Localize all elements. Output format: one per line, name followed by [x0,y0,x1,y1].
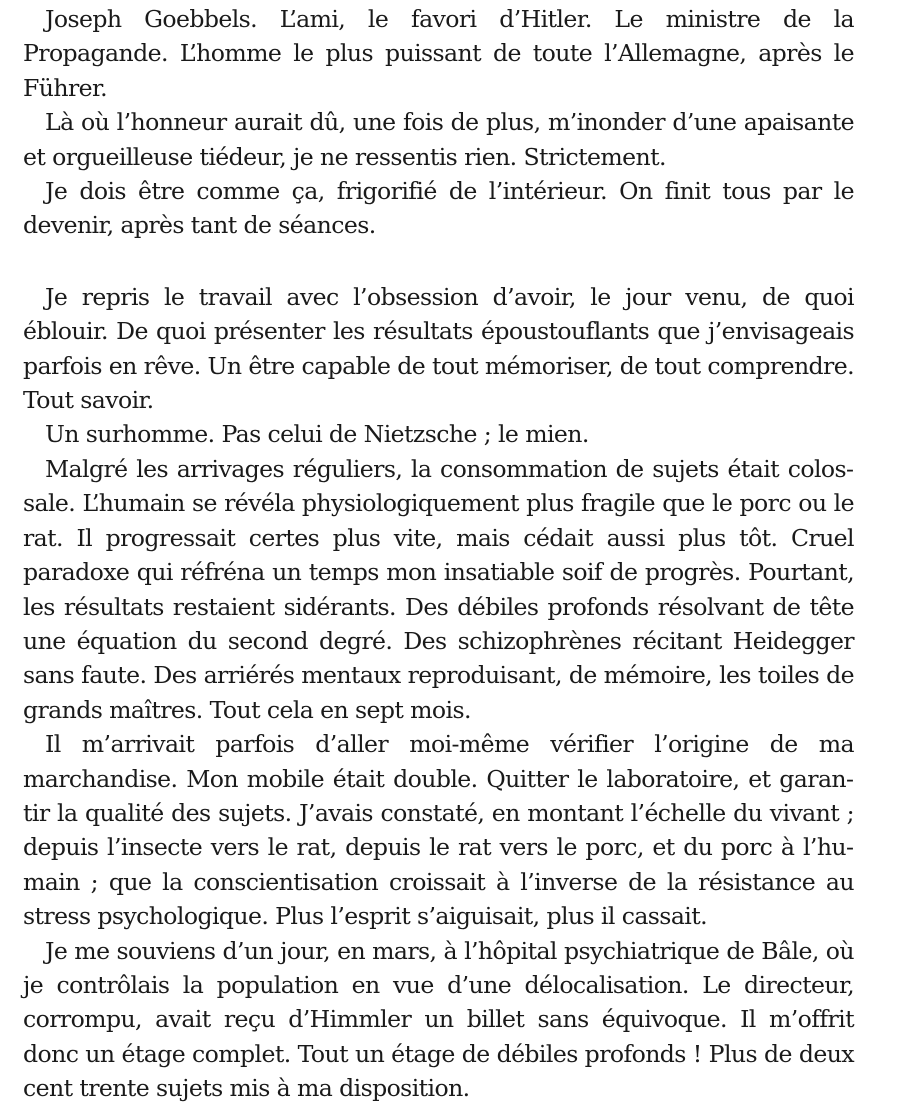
paragraph: Il m’arrivait parfois d’aller moi-même vérifier l’origine de ma marchandise. Mon mobile était double. Quitter le laboratoire, et garantir la qualité des sujets. J’avais constaté, en montant l’échelle du vivant ; depuis l’insecte vers le rat, depuis le rat vers le porc, et du porc à l’humain ; que la conscientisation croissait à l’inverse de la résistance au stress psychologique. Plus l’esprit s’aiguisait, plus il cassait. [23,730,854,931]
paragraph: Je repris le travail avec l’obsession d’avoir, le jour venu, de quoi éblouir. De quoi présenter les résultats époustouflants que j’envisageais parfois en rêve. Un être capable de tout mémoriser, de tout comprendre. Tout savoir. [23,282,854,415]
paragraph: Joseph Goebbels. L’ami, le favori d’Hitler. Le ministre de la Propagande. L’homme le plus puissant de toute l’Allemagne, après le Führer. [23,5,854,102]
paragraph: Un surhomme. Pas celui de Nietzsche ; le mien. [45,420,589,449]
paragraph: Là où l’honneur aurait dû, une fois de plus, m’inonder d’une apaisante et orgueilleuse tiédeur, je ne ressentis rien. Strictement. [23,108,854,171]
paragraph: Je dois être comme ça, frigorifié de l’intérieur. On finit tous par le devenir, après tant de séances. [23,177,854,240]
text-section-1 [23,2,854,243]
paragraph: Malgré les arrivages réguliers, la consommation de sujets était colossale. L’humain se révéla physiologiquement plus fragile que le porc ou le rat. Il progressait certes plus vite, mais cédait aussi plus tôt. Cruel paradoxe qui réfréna un temps mon insatiable soif de progrès. Pourtant, les résultats restaient sidérants. Des débiles profonds résolvant de tête une équation du second degré. Des schizophrènes récitant Heidegger sans faute. Des arriérés mentaux reproduisant, de mémoire, les toiles de grands maîtres. Tout cela en sept mois. [23,454,854,724]
section-break [23,243,854,280]
paragraph: Je me souviens d’un jour, en mars, à l’hôpital psychiatrique de Bâle, où je contrôlais la population en vue d’une délocalisation. Le directeur, corrompu, avait reçu d’Himmler un billet sans équivoque. Il m’offrit donc un étage complet. Tout un étage de débiles profonds ! Plus de deux cent trente sujets mis à ma disposition. [23,936,854,1103]
text-section-2 [23,280,854,1106]
